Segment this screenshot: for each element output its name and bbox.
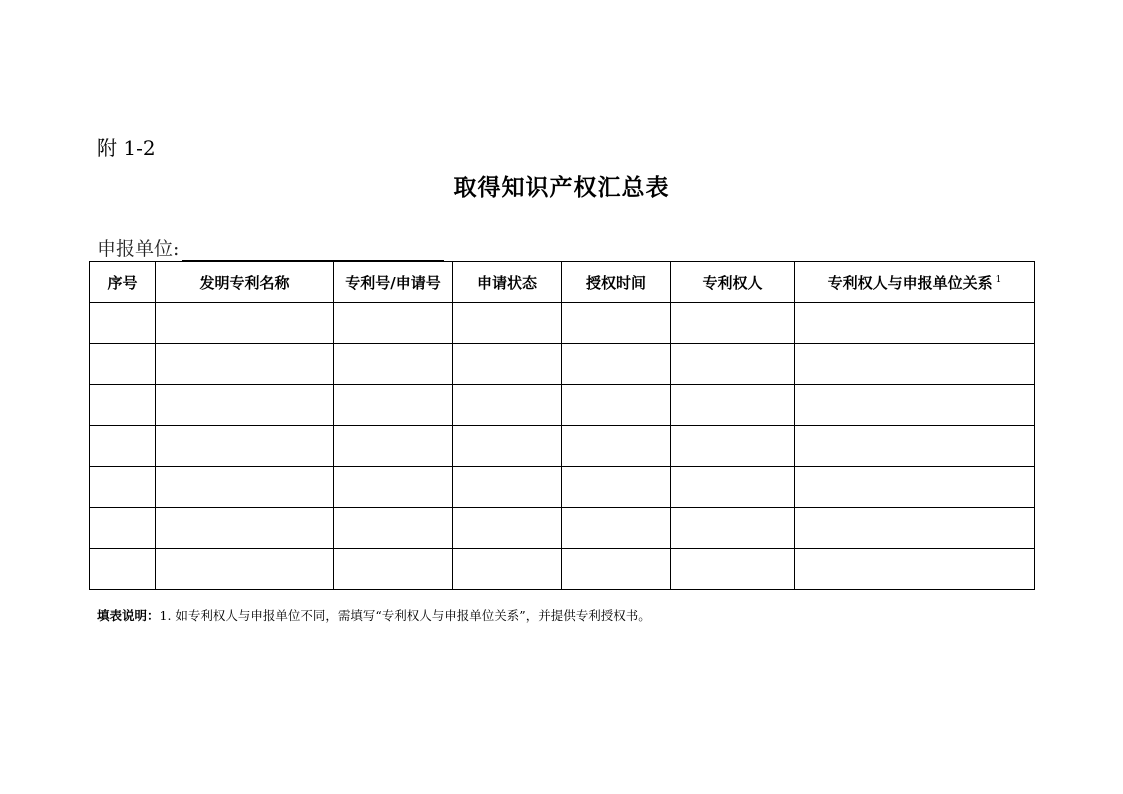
fill-instructions: [97, 606, 651, 624]
table-row: [90, 549, 1035, 590]
table-cell[interactable]: [562, 549, 671, 590]
applicant-unit-label: 申报单位:: [97, 238, 180, 260]
table-cell[interactable]: [156, 385, 334, 426]
table-cell[interactable]: [671, 467, 795, 508]
table-cell[interactable]: [453, 467, 562, 508]
table-cell[interactable]: [671, 303, 795, 344]
table-cell[interactable]: [562, 385, 671, 426]
table-row: [90, 426, 1035, 467]
table-cell[interactable]: [562, 467, 671, 508]
table-cell[interactable]: [334, 426, 453, 467]
table-cell[interactable]: [453, 344, 562, 385]
table-cell[interactable]: [562, 303, 671, 344]
table-cell[interactable]: [453, 303, 562, 344]
footnote-mark: 1: [995, 274, 1002, 285]
applicant-unit-field[interactable]: [182, 238, 444, 261]
table-cell[interactable]: [156, 549, 334, 590]
col-header-patentee-relation: [795, 262, 1035, 303]
col-header-patentee: 专利权人: [671, 262, 795, 303]
table-cell[interactable]: [90, 426, 156, 467]
table-cell[interactable]: [334, 385, 453, 426]
table-cell[interactable]: [90, 385, 156, 426]
table-cell[interactable]: [156, 426, 334, 467]
col-header-patentee-relation-label: 专利权人与申报单位关系: [827, 273, 993, 292]
table-cell[interactable]: [334, 467, 453, 508]
col-header-application-status: 申请状态: [453, 262, 562, 303]
table-cell[interactable]: [671, 385, 795, 426]
table-cell[interactable]: [90, 303, 156, 344]
table-cell[interactable]: [90, 467, 156, 508]
table-cell[interactable]: [453, 385, 562, 426]
table-cell[interactable]: [334, 303, 453, 344]
table-cell[interactable]: [453, 549, 562, 590]
page-title: 取得知识产权汇总表: [453, 174, 670, 201]
table-cell[interactable]: [156, 467, 334, 508]
table-cell[interactable]: [562, 508, 671, 549]
table-cell[interactable]: [795, 344, 1035, 385]
table-cell[interactable]: [795, 426, 1035, 467]
table-row: [90, 508, 1035, 549]
table-cell[interactable]: [795, 467, 1035, 508]
applicant-unit-row: [97, 234, 444, 261]
col-header-grant-date: 授权时间: [562, 262, 671, 303]
table-cell[interactable]: [795, 549, 1035, 590]
table-cell[interactable]: [453, 426, 562, 467]
table-row: [90, 467, 1035, 508]
col-header-patent-number: 专利号/申请号: [334, 262, 453, 303]
table-row: [90, 303, 1035, 344]
table-cell[interactable]: [795, 385, 1035, 426]
table-cell[interactable]: [795, 508, 1035, 549]
table-cell[interactable]: [334, 549, 453, 590]
table-row: [90, 344, 1035, 385]
table-cell[interactable]: [562, 426, 671, 467]
fill-instructions-label: 填表说明：: [97, 608, 160, 623]
table-cell[interactable]: [453, 508, 562, 549]
table-cell[interactable]: [90, 344, 156, 385]
table-cell[interactable]: [671, 508, 795, 549]
annex-label: 附 1-2: [97, 136, 156, 160]
col-header-patent-name: 发明专利名称: [156, 262, 334, 303]
table-cell[interactable]: [156, 508, 334, 549]
table-cell[interactable]: [334, 344, 453, 385]
table-cell[interactable]: [90, 549, 156, 590]
fill-instructions-text: 1. 如专利权人与申报单位不同，需填写“专利权人与申报单位关系”，并提供专利授权书。: [159, 608, 651, 623]
table-cell[interactable]: [562, 344, 671, 385]
table-cell[interactable]: [156, 344, 334, 385]
ip-summary-table: [89, 261, 1035, 590]
table-cell[interactable]: [156, 303, 334, 344]
table-row: [90, 385, 1035, 426]
table-cell[interactable]: [334, 508, 453, 549]
table-cell[interactable]: [795, 303, 1035, 344]
table-cell[interactable]: [671, 426, 795, 467]
table-cell[interactable]: [671, 549, 795, 590]
col-header-serial: 序号: [90, 262, 156, 303]
table-cell[interactable]: [90, 508, 156, 549]
table-header-row: [90, 262, 1035, 303]
table-cell[interactable]: [671, 344, 795, 385]
